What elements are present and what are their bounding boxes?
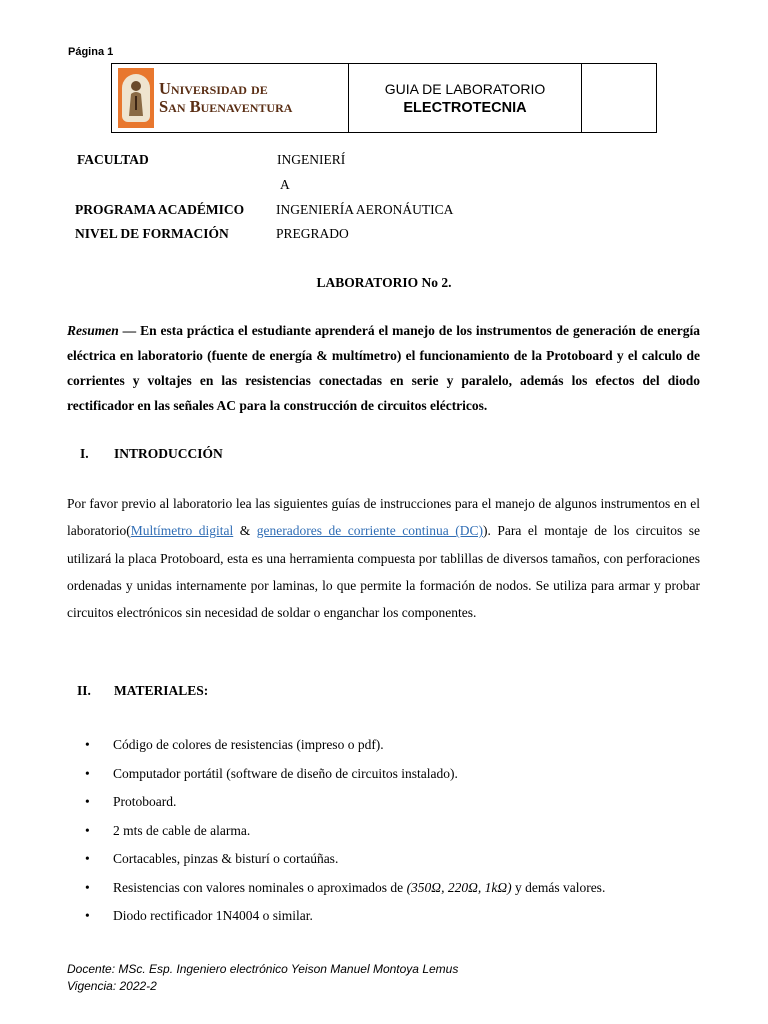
- program-value: INGENIERÍA AERONÁUTICA: [276, 202, 454, 217]
- logo-line-1: Universidad de: [159, 79, 268, 98]
- bullet: •: [85, 879, 90, 895]
- material-text: Computador portátil (software de diseño de circuitos instalado).: [113, 765, 458, 781]
- footer-validity: Vigencia: 2022-2: [67, 979, 157, 993]
- logo-emblem: [118, 68, 154, 128]
- list-item: [85, 904, 705, 933]
- guide-cell: [349, 64, 582, 133]
- list-item: [85, 762, 705, 791]
- faculty-value-1: INGENIERÍ: [277, 152, 346, 167]
- list-item: [85, 876, 705, 905]
- intro-paragraph: [67, 490, 700, 626]
- logo-text: [159, 80, 292, 116]
- logo-line-2: San Buenaventura: [159, 97, 293, 116]
- lab-title: LABORATORIO No 2.: [316, 275, 452, 290]
- material-text: Resistencias con valores nominales o aproximados de: [113, 879, 407, 895]
- materials-list: [85, 733, 705, 933]
- multimeter-guide-link[interactable]: Multímetro digital: [130, 523, 234, 539]
- list-item: [85, 790, 705, 819]
- list-item: [85, 847, 705, 876]
- abstract-text: — En esta práctica el estudiante aprenderá el manejo de los instrumentos de generación de energía eléctrica en laboratorio (fuente de energía & multímetro) el funcionamiento de la Protoboard y el calculo de corrientes y voltajes en las resistencias conectadas en serie y paralelo, además los efectos del diodo rectificador en las señales AC para la construcción de circuitos eléctricos.: [67, 323, 700, 413]
- faculty-value-2: A: [280, 177, 290, 192]
- bullet: •: [85, 737, 90, 752]
- bullet: •: [85, 822, 90, 838]
- header-table: [111, 63, 657, 133]
- section-1-number: I.: [80, 446, 89, 461]
- faculty-label: FACULTAD: [77, 152, 149, 167]
- bullet: •: [85, 908, 90, 923]
- intro-text-2: &: [233, 523, 257, 539]
- section-1-title: INTRODUCCIÓN: [114, 446, 223, 461]
- bullet: •: [85, 794, 90, 809]
- university-logo: [118, 67, 320, 129]
- material-text: Cortacables, pinzas & bisturí o cortaúñas.: [113, 851, 339, 866]
- guide-title: GUIA DE LABORATORIO: [384, 80, 546, 97]
- list-item: [85, 819, 705, 848]
- program-label: PROGRAMA ACADÉMICO: [75, 202, 245, 217]
- footer-teacher: Docente: MSc. Esp. Ingeniero electrónico Yeison Manuel Montoya Lemus: [67, 962, 459, 976]
- abstract: [67, 318, 700, 418]
- level-label: NIVEL DE FORMACIÓN: [75, 226, 229, 241]
- dc-generator-guide-link[interactable]: generadores de corriente continua (DC): [256, 523, 484, 539]
- material-text: Protoboard.: [113, 794, 177, 809]
- list-item: [85, 733, 705, 762]
- level-value: PREGRADO: [276, 226, 349, 241]
- section-2-number: II.: [77, 683, 91, 698]
- resistor-values: (350Ω, 220Ω, 1kΩ): [406, 879, 512, 895]
- guide-subject: ELECTROTECNIA: [403, 99, 527, 116]
- empty-cell: [582, 64, 657, 133]
- material-text: Código de colores de resistencias (impreso o pdf).: [113, 737, 384, 752]
- page-number: Página 1: [68, 46, 114, 58]
- material-text: Diodo rectificador 1N4004 o similar.: [113, 908, 313, 923]
- material-text: y demás valores.: [511, 879, 606, 895]
- material-text: 2 mts de cable de alarma.: [113, 822, 251, 838]
- logo-cell: [112, 64, 349, 133]
- intro-text-3: ). Para el montaje de los circuitos se utilizará la placa Protoboard, esta es una herramienta compuesta por tablillas de diversos tamaños, con perforaciones ordenadas y unidas internamente por laminas, lo que permite la formación de nodos. Se utiliza para armar y probar circuitos electrónicos sin necesidad de soldar o enganchar los componentes.: [67, 523, 700, 621]
- bullet: •: [85, 851, 90, 866]
- section-2-title: MATERIALES:: [114, 683, 209, 698]
- saint-seal-icon: [122, 74, 150, 122]
- abstract-lead: Resumen: [67, 323, 119, 338]
- intro-text-1: Por favor previo al laboratorio lea las siguientes guías de instrucciones para el manejo de algunos instrumentos en el laboratorio(: [67, 496, 700, 539]
- bullet: •: [85, 765, 90, 781]
